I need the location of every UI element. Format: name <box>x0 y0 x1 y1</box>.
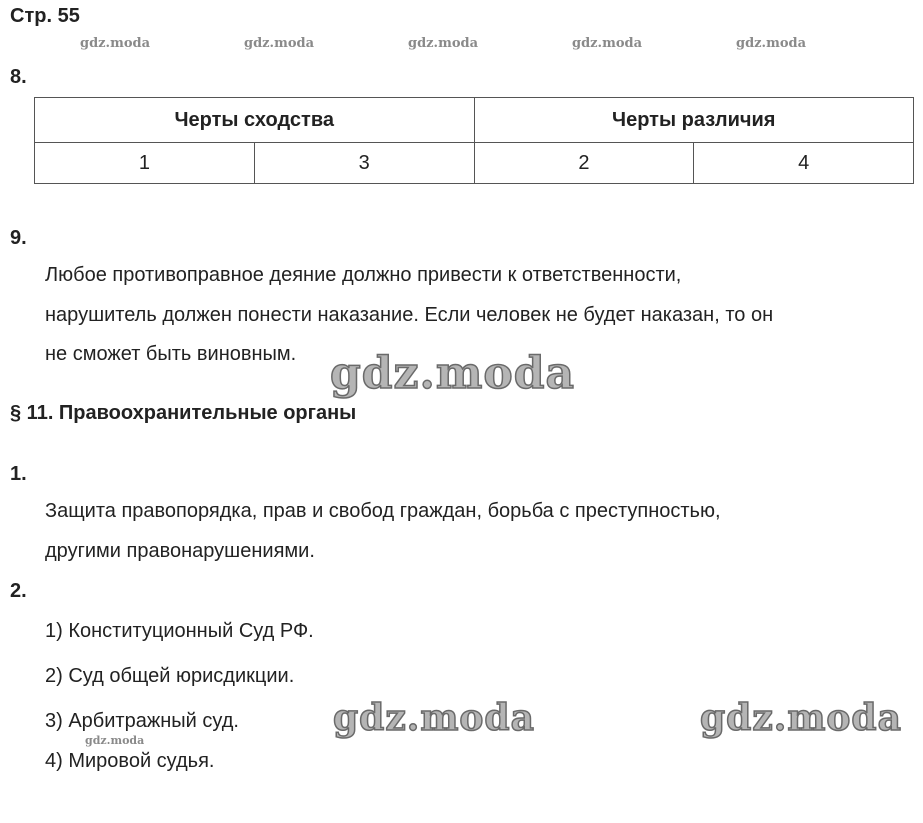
table-cell: 1 <box>35 143 255 184</box>
task-9-line: не сможет быть виновным. <box>45 343 297 365</box>
task-9-line: нарушитель должен понести наказание. Если человек не будет наказан, то он <box>45 304 774 326</box>
watermark-large: gdz.moda <box>330 348 576 399</box>
task-2-number: 2. <box>10 580 27 602</box>
task-1-number: 1. <box>10 463 27 485</box>
watermark: gdz.moda <box>80 36 151 51</box>
watermark: gdz.moda <box>408 36 479 51</box>
table-header-row <box>35 98 914 143</box>
table-row <box>35 143 914 184</box>
task-9-number: 9. <box>10 227 27 249</box>
table-cell: 2 <box>474 143 694 184</box>
watermark: gdz.moda <box>572 36 643 51</box>
task-8-number: 8. <box>10 66 27 88</box>
header-differences: Черты различия <box>474 98 914 143</box>
watermark-large: gdz.moda <box>333 697 535 739</box>
header-similarities: Черты сходства <box>35 98 475 143</box>
task-1-line: другими правонарушениями. <box>45 540 315 562</box>
comparison-table <box>34 97 914 184</box>
task-1-line: Защита правопорядка, прав и свобод граждан, борьба с преступностью, <box>45 500 721 522</box>
watermark: gdz.moda <box>244 36 315 51</box>
section-title: § 11. Правоохранительные органы <box>10 402 357 424</box>
watermark: gdz.moda <box>736 36 807 51</box>
watermark-large: gdz.moda <box>700 697 902 739</box>
page-label: Стр. 55 <box>10 5 80 27</box>
list-item: 4) Мировой судья. <box>45 750 215 772</box>
watermark: gdz.moda <box>85 734 145 747</box>
table-cell: 4 <box>694 143 914 184</box>
list-item: 2) Суд общей юрисдикции. <box>45 665 295 687</box>
table-cell: 3 <box>254 143 474 184</box>
list-item: 1) Конституционный Суд РФ. <box>45 620 314 642</box>
task-9-line: Любое противоправное деяние должно привести к ответственности, <box>45 264 682 286</box>
list-item: 3) Арбитражный суд. <box>45 710 239 732</box>
